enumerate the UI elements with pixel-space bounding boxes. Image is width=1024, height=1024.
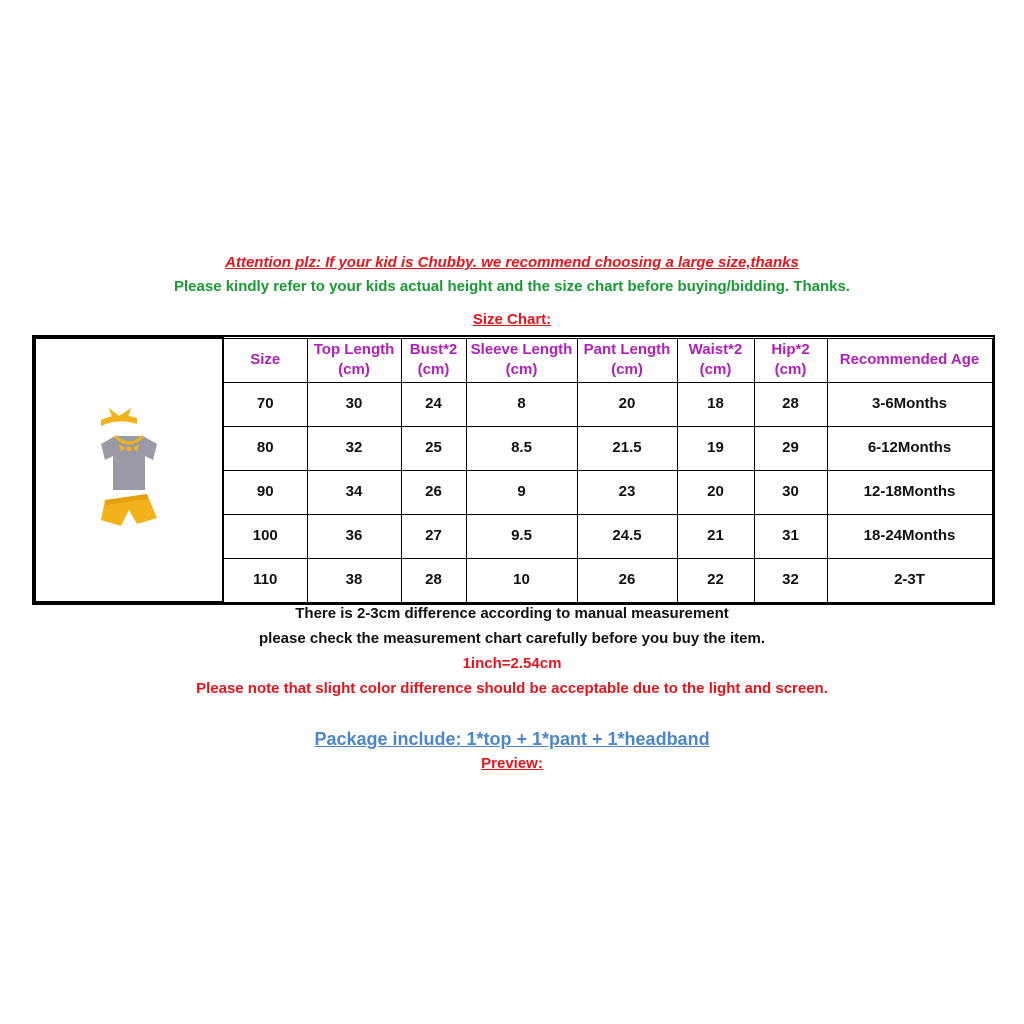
check-chart-note: please check the measurement chart carefully before you buy the item. <box>258 630 765 647</box>
cell-bust: 26 <box>401 470 466 514</box>
color-difference-note: Please note that slight color difference should be acceptable due to the light and screen. <box>196 680 828 697</box>
cell-waist: 22 <box>677 558 754 602</box>
cell-top-length: 38 <box>307 558 401 602</box>
col-pant-length: Pant Length (cm) <box>577 338 677 382</box>
cell-hip: 30 <box>754 470 827 514</box>
size-chart-table <box>34 337 993 603</box>
col-bust: Bust*2 (cm) <box>401 338 466 382</box>
cell-bust: 27 <box>401 514 466 558</box>
cell-sleeve-length: 8.5 <box>466 426 577 470</box>
cell-pant-length: 23 <box>577 470 677 514</box>
cell-recommended-age: 18-24Months <box>827 514 992 558</box>
col-hip: Hip*2 (cm) <box>754 338 827 382</box>
cell-recommended-age: 6-12Months <box>827 426 992 470</box>
size-chart-title: Size Chart: <box>472 311 552 328</box>
cell-sleeve-length: 9 <box>466 470 577 514</box>
cell-bust: 28 <box>401 558 466 602</box>
preview-label: Preview: <box>481 755 543 772</box>
cell-top-length: 32 <box>307 426 401 470</box>
cell-waist: 19 <box>677 426 754 470</box>
cell-pant-length: 26 <box>577 558 677 602</box>
cell-top-length: 34 <box>307 470 401 514</box>
cell-bust: 24 <box>401 382 466 426</box>
table-header-row <box>35 338 992 382</box>
inch-conversion-note: 1inch=2.54cm <box>462 655 562 672</box>
cell-sleeve-length: 10 <box>466 558 577 602</box>
cell-top-length: 30 <box>307 382 401 426</box>
cell-sleeve-length: 9.5 <box>466 514 577 558</box>
package-include-label: Package include: 1*top + 1*pant + 1*headband <box>314 729 710 749</box>
cell-size: 110 <box>223 558 307 602</box>
measurement-difference-note: There is 2-3cm difference according to manual measurement <box>295 605 729 622</box>
outfit-illustration <box>79 402 179 532</box>
cell-top-length: 36 <box>307 514 401 558</box>
cell-pant-length: 21.5 <box>577 426 677 470</box>
cell-waist: 21 <box>677 514 754 558</box>
cell-size: 80 <box>223 426 307 470</box>
cell-hip: 29 <box>754 426 827 470</box>
cell-size: 100 <box>223 514 307 558</box>
cell-hip: 28 <box>754 382 827 426</box>
headband-icon <box>101 415 137 426</box>
cell-hip: 31 <box>754 514 827 558</box>
col-sleeve-length: Sleeve Length (cm) <box>466 338 577 382</box>
cell-waist: 18 <box>677 382 754 426</box>
col-size: Size <box>223 338 307 382</box>
cell-size: 90 <box>223 470 307 514</box>
cell-sleeve-length: 8 <box>466 382 577 426</box>
cell-hip: 32 <box>754 558 827 602</box>
cell-recommended-age: 2-3T <box>827 558 992 602</box>
cell-pant-length: 20 <box>577 382 677 426</box>
attention-note: Attention plz: If your kid is Chubby. we recommend choosing a large size,thanks <box>225 254 799 271</box>
col-top-length: Top Length (cm) <box>307 338 401 382</box>
cell-bust: 25 <box>401 426 466 470</box>
cell-waist: 20 <box>677 470 754 514</box>
size-reference-note: Please kindly refer to your kids actual height and the size chart before buying/bidding. Thanks. <box>174 278 850 295</box>
cell-recommended-age: 12-18Months <box>827 470 992 514</box>
cell-size: 70 <box>223 382 307 426</box>
col-recommended-age: Recommended Age <box>827 338 992 382</box>
product-photo-cell <box>35 338 223 602</box>
cell-recommended-age: 3-6Months <box>827 382 992 426</box>
cell-pant-length: 24.5 <box>577 514 677 558</box>
col-waist: Waist*2 (cm) <box>677 338 754 382</box>
